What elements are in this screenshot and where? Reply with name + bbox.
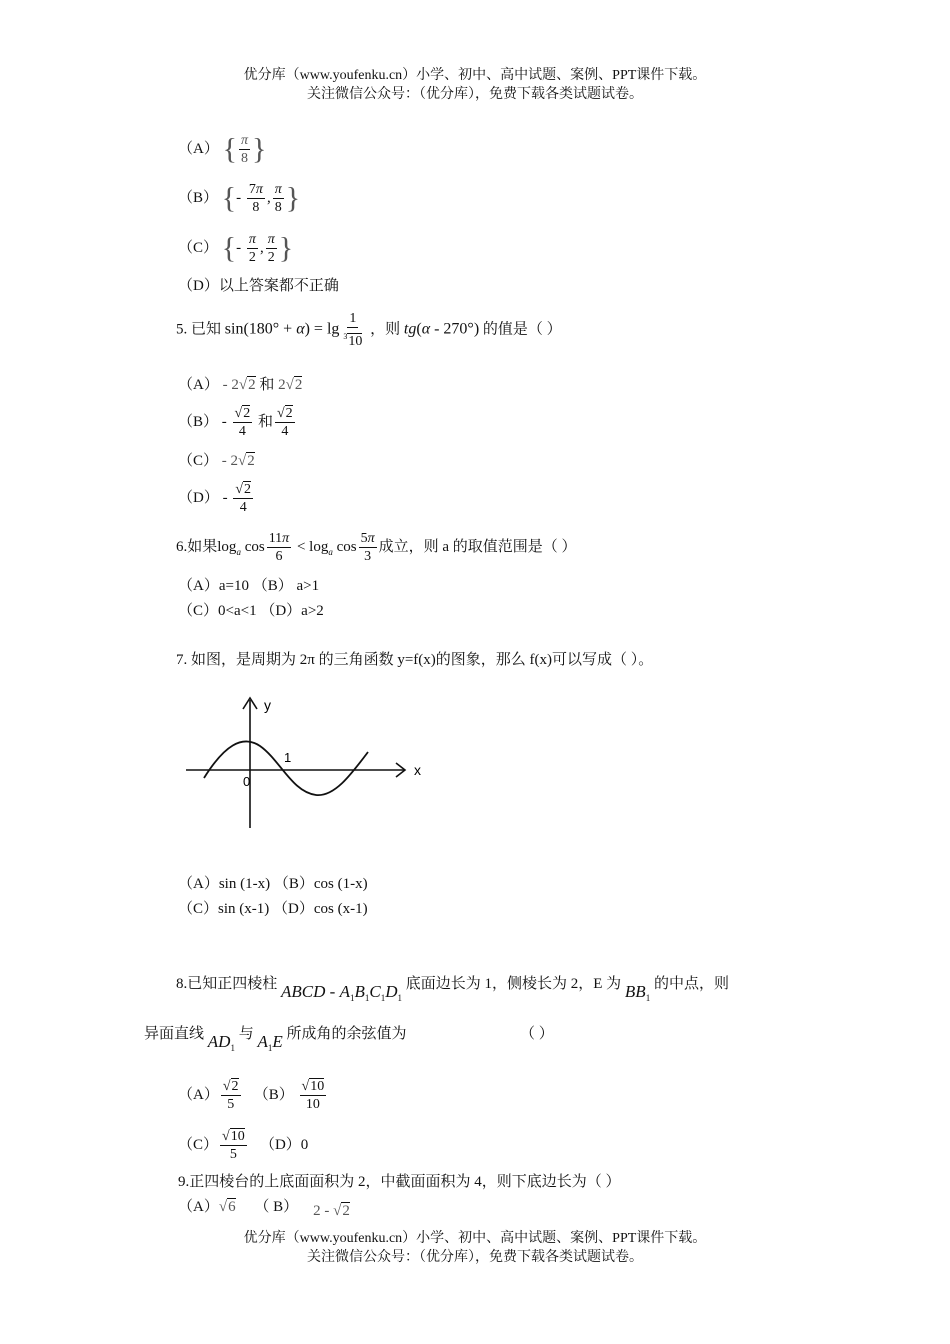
x-axis-label: x [414, 762, 421, 778]
tick-label-one: 1 [284, 750, 292, 765]
q6-options-row-1: （A）a=10 （B） a>1 [178, 578, 320, 594]
q5-option-d: （D） - $\frac{√2}{4}$ [178, 482, 252, 516]
q5-option-a: （A） - 2√2 和 2√2 [178, 377, 303, 393]
footer-line-2: 关注微信公众号：（优分库），免费下载各类试题试卷。 [307, 1250, 643, 1265]
origin-label: 0 [243, 774, 251, 789]
footer-line-1: 优分库（www.youfenku.cn）小学、初中、高中试题、案例、PPT课件下载。 [243, 1231, 707, 1246]
q7-stem: 7. 如图，是周期为 2π 的三角函数 y=f(x)的图象，那么 f(x)可以写成（ ）。 [176, 652, 654, 668]
y-axis-label: y [264, 697, 271, 713]
q4-option-c-label: （C） [178, 240, 219, 256]
q8-stem-mid: 底面边长为 1，侧棱长为 2，E 为 [405, 976, 622, 992]
q8-stem-line-1: 8.已知正四棱柱 ABCD - $A_1B_1C_1D_1$ 底面边长为 1，侧棱长为 2，E 为 $BB_1$ 的中点，则 [176, 976, 729, 1003]
q8-stem-prefix: 8.已知正四棱柱 [176, 976, 278, 992]
q5-option-b: （B） - $\frac{√2}{4}$ 和 $\frac{√2}{4}$ [178, 406, 293, 440]
q8-options-row-2: （C） $\frac{√10}{5}$ （D）0 [178, 1129, 309, 1163]
q8-line2-prefix: 异面直线 [144, 1026, 205, 1042]
header-line-1: 优分库（www.youfenku.cn）小学、初中、高中试题、案例、PPT课件下载。 [243, 68, 707, 83]
q8-line2-mid: 与 [238, 1026, 254, 1042]
q7-options-row-2: （C）sin (x-1) （D）cos (x-1) [178, 901, 368, 917]
q4-option-b: （B） {- $\frac{7\pi}{8}$ , $\frac{\pi}{8}$ } [178, 181, 301, 216]
q4-option-a: （A） { $\frac{\pi}{8}$ } [178, 132, 267, 167]
q9-option-a-label: （A） [178, 1199, 219, 1215]
q6-options-row-2: （C）0<a<1 （D）a>2 [178, 603, 324, 619]
q5-option-d-label: （D） [178, 490, 219, 506]
q5-option-c-label: （C） [178, 453, 219, 469]
q5-stem-suffix: 的值是（ ） [482, 321, 562, 338]
q8-stem-line-2: 异面直线 $AD_1$ 与 $A_1E$ 所成角的余弦值为 [144, 1026, 407, 1053]
q7-sine-graph [182, 694, 432, 834]
q6-stem: 6.如果$\log_a \cos$ $\frac{11\pi}{6}$ < $\log_a \cos$ $\frac{5\pi}{3}$ 成立，则 a 的取值范围是（ ） [176, 531, 577, 565]
q4-option-b-label: （B） [178, 190, 219, 206]
q9-stem: 9.正四棱台的上底面面积为 2，中截面面积为 4，则下底边长为（ ） [178, 1174, 621, 1190]
q5-stem-mid: ，则 [370, 321, 401, 338]
q9-option-b-label: （ B） [254, 1199, 299, 1215]
q5-option-a-and: 和 [259, 377, 275, 393]
q5-option-b-and: 和 [257, 414, 273, 430]
q8-options-row-1: （A） $\frac{√2}{5}$ （B） $\frac{√10}{10}$ [178, 1079, 325, 1113]
q6-stem-prefix: 6.如果 [176, 539, 218, 555]
q9-options: （A）√6 （ B） 2 - √2 [178, 1199, 350, 1219]
q5-option-c: （C） - 2√2 [178, 453, 255, 469]
q5-stem: 5. 已知 sin(180° + α) = lg $\frac{1}{^310}$ ，则 tg(α - 270°) 的值是（ ） [176, 311, 562, 349]
q8-option-c-label: （C） [178, 1137, 219, 1153]
q4-option-d-label: （D） [178, 278, 219, 294]
q4-option-c: （C） {- $\frac{\pi}{2}$ , $\frac{\pi}{2}$ } [178, 231, 294, 266]
q8-option-b-label: （B） [253, 1087, 294, 1103]
q8-stem-suffix: 的中点，则 [653, 976, 729, 992]
q6-stem-suffix: 成立，则 a 的取值范围是（ ） [378, 539, 577, 555]
q8-option-a-label: （A） [178, 1087, 219, 1103]
header-line-2: 关注微信公众号：（优分库），免费下载各类试题试卷。 [307, 87, 643, 102]
q5-stem-prefix: 5. 已知 [176, 321, 222, 338]
q7-options-row-1: （A）sin (1-x) （B）cos (1-x) [178, 876, 368, 892]
q4-option-d [178, 276, 339, 296]
q5-option-b-label: （B） [178, 414, 219, 430]
q4-option-a-label: （A） [178, 141, 219, 157]
q8-answer-paren: （ ） [520, 1026, 554, 1042]
q8-line2-suffix: 所成角的余弦值为 [286, 1026, 407, 1042]
q8-option-d: （D）0 [259, 1137, 309, 1153]
q5-option-a-label: （A） [178, 377, 219, 393]
q4-option-d-text: 以上答案都不正确 [218, 278, 339, 294]
